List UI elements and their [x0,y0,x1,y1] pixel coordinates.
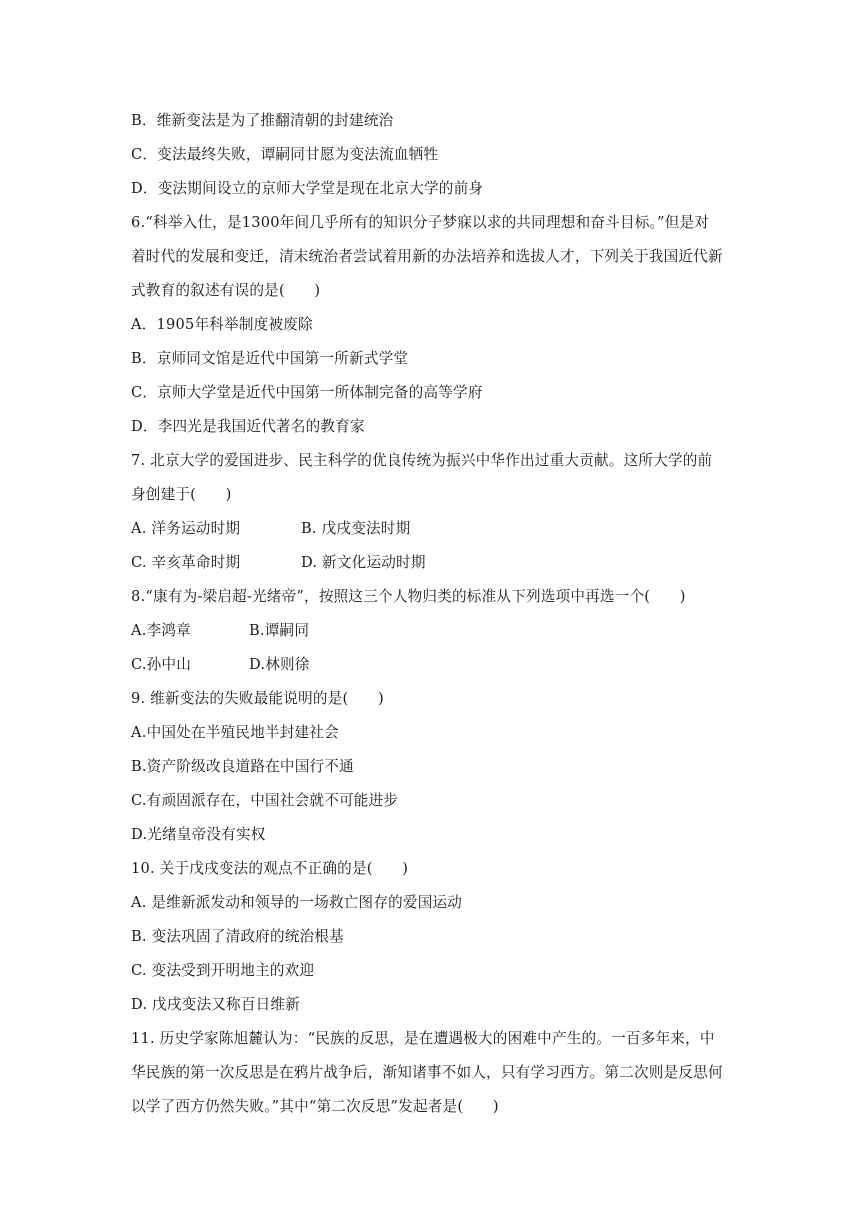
q8-option-b: B.谭嗣同 [249,622,310,639]
q8-option-d: D.林则徐 [249,656,310,673]
q10-option-c: C. 变法受到开明地主的欢迎 [131,962,315,979]
q6-stem-line-1: 6.“科举入仕，是1300年间几乎所有的知识分子梦寐以求的共同理想和奋斗目标。”但是对 [131,214,710,231]
q7-option-a: A. 洋务运动时期 [131,520,241,537]
q7-option-d: D. 新文化运动时期 [301,554,426,571]
q7-options-row-1 [131,512,731,546]
q10-option-d: D. 戊戌变法又称百日维新 [131,996,300,1013]
q6-option-d: D．李四光是我国近代著名的教育家 [131,418,365,435]
q6-option-c: C．京师大学堂是近代中国第一所体制完备的高等学府 [131,384,483,401]
q6-stem-line-2: 着时代的发展和变迁，清末统治者尝试着用新的办法培养和选拔人才，下列关于我国近代新 [131,248,723,265]
q7-option-c: C. 辛亥革命时期 [131,554,241,571]
q5-option-b: B．维新变法是为了推翻清朝的封建统治 [131,112,394,129]
q7-options-row-2 [131,546,731,580]
q8-options-row-2 [131,648,731,682]
q7-option-b: B. 戊戌变法时期 [301,520,411,537]
q11-stem-line-3: 以学了西方仍然失败。”其中“第二次反思”发起者是( ) [131,1098,499,1115]
q8-option-a: A.李鸿章 [131,622,191,639]
q6-option-b: B．京师同文馆是近代中国第一所新式学堂 [131,350,409,367]
q7-stem-line-1: 7. 北京大学的爱国进步、民主科学的优良传统为振兴中华作出过重大贡献。这所大学的前 [131,452,713,469]
q10-option-b: B. 变法巩固了清政府的统治根基 [131,928,344,945]
q11-stem-line-1: 11. 历史学家陈旭麓认为：“民族的反思，是在遭遇极大的困难中产生的。一百多年来，中 [131,1030,715,1047]
q7-stem-line-2: 身创建于( ) [131,486,232,503]
q6-option-a: A．1905年科举制度被废除 [131,316,313,333]
q9-option-b: B.资产阶级改良道路在中国行不通 [131,758,354,775]
q5-option-d: D．变法期间设立的京师大学堂是现在北京大学的前身 [131,180,484,197]
q6-stem-line-3: 式教育的叙述有误的是( ) [131,282,321,299]
q9-option-d: D.光绪皇帝没有实权 [131,826,266,843]
q9-option-a: A.中国处在半殖民地半封建社会 [131,724,339,741]
q11-stem-line-2: 华民族的第一次反思是在鸦片战争后，渐知诸事不如人，只有学习西方。第二次则是反思何 [131,1064,723,1081]
q8-options-row-1 [131,614,731,648]
q10-stem: 10. 关于戊戌变法的观点不正确的是( ) [131,860,409,877]
q8-stem: 8.“康有为-梁启超-光绪帝”，按照这三个人物归类的标准从下列选项中再选一个( ) [131,588,686,605]
q8-option-c: C.孙中山 [131,656,192,673]
q9-option-c: C.有顽固派存在，中国社会就不可能进步 [131,792,399,809]
document-page [131,104,731,1124]
q5-option-c: C．变法最终失败，谭嗣同甘愿为变法流血牺牲 [131,146,439,163]
q9-stem: 9. 维新变法的失败最能说明的是( ) [131,690,384,707]
q10-option-a: A. 是维新派发动和领导的一场救亡图存的爱国运动 [131,894,463,911]
